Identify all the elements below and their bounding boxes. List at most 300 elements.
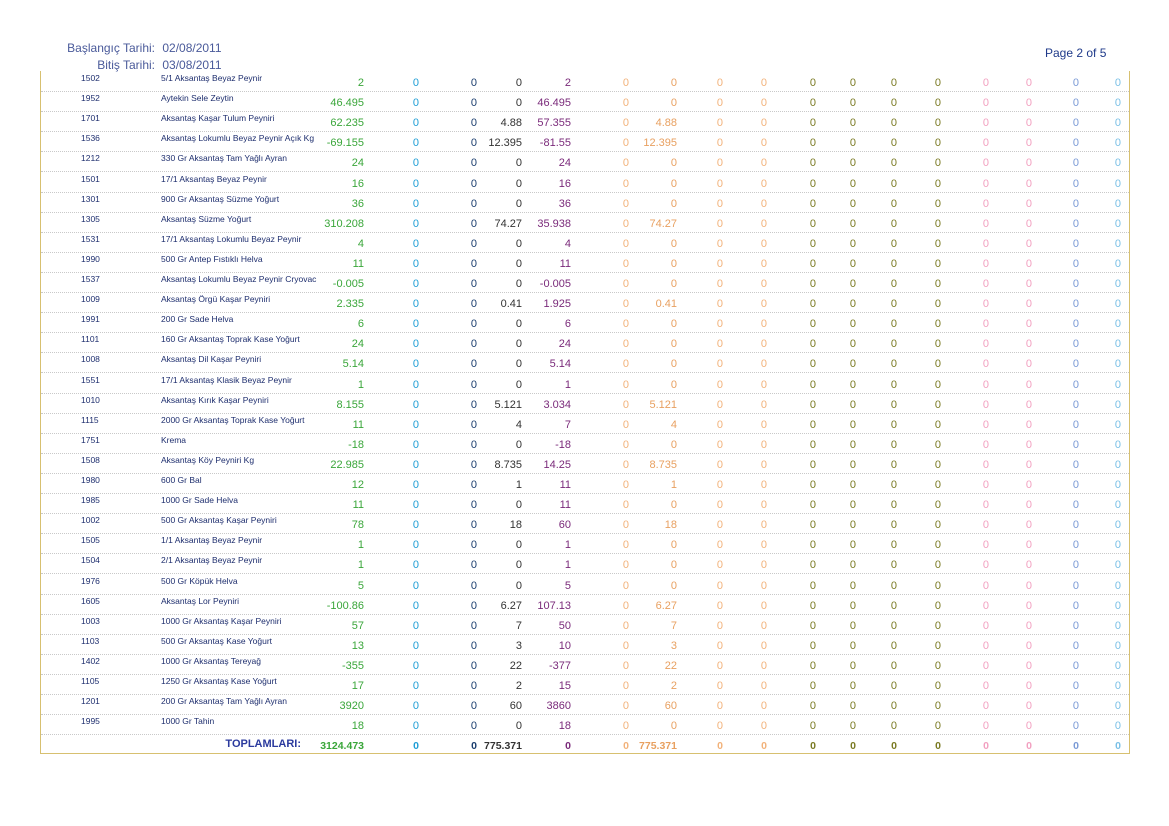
value-cell: 0	[670, 257, 677, 270]
value-cell: -0.005	[332, 278, 364, 290]
value-cell: 0	[470, 619, 477, 632]
value-cell: 2	[670, 680, 677, 692]
value-cell: 0	[982, 659, 989, 672]
product-code: 1115	[81, 414, 99, 425]
value-cell: 0	[716, 599, 723, 612]
value-cell: 0	[622, 398, 629, 411]
table-row	[41, 131, 1129, 152]
value-cell: 0	[890, 358, 897, 371]
value-cell: 0	[1072, 458, 1079, 471]
value-cell: 0	[1072, 378, 1079, 391]
product-code: 1305	[81, 213, 100, 224]
value-cell: 0	[412, 137, 419, 150]
value-cell: 0	[716, 77, 723, 89]
value-cell: 24	[351, 157, 364, 170]
value-cell: 11	[352, 257, 364, 270]
value-cell: 0	[982, 278, 989, 290]
product-code: 1201	[81, 696, 100, 707]
value-cell: 0	[849, 458, 856, 471]
value-cell: 0	[622, 157, 629, 170]
value-cell: 0	[890, 479, 897, 491]
table-row	[41, 553, 1129, 574]
product-code: 1751	[81, 434, 100, 445]
value-cell: 0	[809, 599, 816, 612]
value-cell: 0	[1114, 479, 1121, 491]
value-cell: 0	[849, 659, 856, 672]
value-cell: 0	[716, 338, 723, 351]
value-cell: 0	[670, 338, 677, 351]
value-cell: 0	[1072, 157, 1079, 170]
product-name: Aksantaş Dil Kaşar Peyniri	[161, 354, 262, 365]
value-cell: 0	[716, 579, 723, 592]
value-cell: 0	[470, 298, 477, 311]
value-cell: 0	[809, 659, 816, 672]
product-code: 1101	[81, 334, 100, 345]
value-cell: 3860	[546, 700, 571, 713]
table-row	[41, 332, 1129, 353]
value-cell: 0	[1114, 438, 1121, 451]
value-cell: 0	[622, 217, 629, 230]
value-cell: 0	[412, 217, 419, 230]
value-cell: 0	[515, 257, 522, 270]
product-name: 1250 Gr Aksantaş Kase Yoğurt	[161, 676, 277, 686]
value-cell: 0	[622, 700, 629, 713]
value-cell: 0	[890, 157, 897, 170]
value-cell: 0	[809, 278, 816, 290]
product-name: 1000 Gr Tahin	[161, 716, 215, 727]
value-cell: 0	[1025, 217, 1032, 230]
table-row	[41, 714, 1129, 735]
value-cell: 0	[1072, 137, 1079, 150]
value-cell: 74.27	[494, 217, 522, 230]
end-date-label: Bitiş Tarihi:	[97, 58, 155, 72]
value-cell: 0	[890, 177, 897, 190]
value-cell: 0	[982, 338, 989, 351]
value-cell: 0	[470, 659, 477, 672]
value-cell: 0	[760, 237, 767, 250]
value-cell: 5.14	[342, 358, 364, 371]
value-cell: 0	[760, 579, 767, 592]
value-cell: 0	[849, 619, 856, 632]
total-value-cell: 0	[623, 740, 629, 753]
table-row	[41, 433, 1129, 454]
value-cell: 0	[760, 700, 767, 713]
value-cell: 0	[1025, 680, 1032, 692]
value-cell: 0	[412, 680, 419, 692]
value-cell: 0	[470, 358, 477, 371]
value-cell: 0	[1114, 378, 1121, 391]
value-cell: 0	[760, 479, 767, 491]
value-cell: 0	[1072, 298, 1079, 311]
value-cell: 0	[1114, 177, 1121, 190]
value-cell: 0	[809, 539, 816, 552]
value-cell: 0	[622, 619, 629, 632]
value-cell: 0	[890, 720, 897, 733]
value-cell: 0	[412, 700, 419, 713]
value-cell: 0	[1114, 278, 1121, 290]
value-cell: 0	[1072, 700, 1079, 713]
value-cell: 0	[934, 137, 941, 150]
value-cell: 0	[849, 579, 856, 592]
value-cell: 0	[934, 619, 941, 632]
value-cell: 0	[470, 519, 477, 532]
value-cell: 0	[1072, 237, 1079, 250]
table-row	[41, 393, 1129, 414]
table-row	[41, 614, 1129, 635]
value-cell: 0	[670, 157, 677, 170]
value-cell: 0	[470, 318, 477, 331]
product-name: Krema	[161, 434, 187, 445]
value-cell: 16	[351, 177, 364, 190]
value-cell: 0.41	[655, 298, 677, 311]
value-cell: 0	[934, 519, 941, 532]
value-cell: 0	[760, 680, 767, 692]
value-cell: 0	[809, 318, 816, 331]
value-cell: 6.27	[500, 599, 522, 612]
value-cell: 11	[559, 257, 571, 270]
value-cell: 0	[412, 97, 419, 110]
value-cell: 0	[470, 278, 477, 290]
value-cell: 0	[982, 680, 989, 692]
value-cell: 0	[1072, 117, 1079, 130]
value-cell: 8.735	[649, 458, 677, 471]
value-cell: 24	[351, 338, 364, 351]
value-cell: 0	[890, 639, 897, 652]
value-cell: 0	[890, 599, 897, 612]
value-cell: 0	[470, 458, 477, 471]
product-name: 500 Gr Antep Fıstıklı Helva	[161, 253, 263, 264]
value-cell: 0	[1025, 539, 1032, 552]
table-row	[41, 292, 1129, 313]
value-cell: 0	[1114, 599, 1121, 612]
product-name: 600 Gr Bal	[161, 475, 202, 485]
value-cell: 0	[982, 700, 989, 713]
value-cell: 0	[515, 338, 522, 351]
value-cell: 12	[351, 479, 364, 491]
value-cell: 0	[1114, 559, 1121, 572]
value-cell: 0	[890, 237, 897, 250]
value-cell: 0	[849, 117, 856, 130]
value-cell: 0	[760, 499, 767, 512]
value-cell: 0	[716, 177, 723, 190]
value-cell: 0	[849, 157, 856, 170]
value-cell: 0	[622, 338, 629, 351]
table-row	[41, 373, 1129, 394]
value-cell: 0	[716, 137, 723, 150]
value-cell: 17	[351, 680, 364, 692]
product-code: 1995	[81, 716, 100, 727]
value-cell: 0	[412, 720, 419, 733]
value-cell: 18	[664, 519, 677, 532]
value-cell: 107.13	[537, 599, 571, 612]
value-cell: 0	[1072, 639, 1079, 652]
value-cell: 0	[412, 378, 419, 391]
value-cell: 0	[849, 257, 856, 270]
product-name: 1000 Gr Aksantaş Tereyağ	[161, 655, 262, 666]
value-cell: 0	[934, 358, 941, 371]
product-code: 1502	[81, 73, 100, 83]
value-cell: 0	[622, 298, 629, 311]
value-cell: 0	[515, 77, 522, 89]
value-cell: 0	[1114, 77, 1121, 89]
value-cell: 0	[470, 479, 477, 491]
value-cell: 0	[1114, 298, 1121, 311]
value-cell: 0	[809, 97, 816, 110]
value-cell: 0	[1072, 559, 1079, 572]
value-cell: 46.495	[330, 97, 364, 110]
value-cell: 0	[849, 599, 856, 612]
value-cell: 0	[515, 237, 522, 250]
value-cell: 0	[982, 579, 989, 592]
value-cell: -69.155	[326, 137, 364, 150]
value-cell: 0	[934, 438, 941, 451]
value-cell: 0	[412, 438, 419, 451]
table-row	[41, 212, 1129, 233]
value-cell: 0	[982, 197, 989, 210]
product-name: 1000 Gr Aksantaş Kaşar Peyniri	[161, 615, 282, 626]
table-row	[41, 694, 1129, 715]
value-cell: 0	[470, 197, 477, 210]
value-cell: 0	[670, 77, 677, 89]
value-cell: 0	[849, 639, 856, 652]
end-date-line	[40, 58, 222, 72]
value-cell: 0	[809, 237, 816, 250]
value-cell: 60	[509, 700, 522, 713]
value-cell: 0	[890, 499, 897, 512]
value-cell: 0	[412, 519, 419, 532]
table-row	[41, 654, 1129, 675]
value-cell: 0	[1072, 217, 1079, 230]
value-cell: 0	[470, 217, 477, 230]
value-cell: 57.355	[537, 117, 571, 130]
product-code: 1212	[81, 153, 100, 164]
value-cell: 0	[982, 720, 989, 733]
value-cell: 0	[716, 499, 723, 512]
product-code: 1501	[81, 173, 100, 184]
table-row	[41, 533, 1129, 554]
value-cell: 0	[760, 398, 767, 411]
value-cell: 0	[1072, 97, 1079, 110]
value-cell: 0	[934, 157, 941, 170]
value-cell: 8.155	[336, 398, 364, 411]
value-cell: 0	[1072, 539, 1079, 552]
value-cell: 0	[515, 177, 522, 190]
value-cell: 0	[470, 237, 477, 250]
value-cell: 0	[470, 177, 477, 190]
value-cell: 0	[515, 579, 522, 592]
value-cell: 0	[934, 257, 941, 270]
value-cell: 0	[412, 599, 419, 612]
value-cell: 0	[1025, 318, 1032, 331]
value-cell: 0	[515, 499, 522, 512]
value-cell: 0	[1072, 278, 1079, 290]
value-cell: 0	[515, 438, 522, 451]
value-cell: 0	[982, 398, 989, 411]
value-cell: 12.395	[488, 137, 522, 150]
value-cell: 0	[670, 237, 677, 250]
value-cell: 0	[1114, 519, 1121, 532]
value-cell: 0	[412, 237, 419, 250]
value-cell: 0	[622, 499, 629, 512]
value-cell: 22	[509, 659, 522, 672]
value-cell: 0	[809, 619, 816, 632]
value-cell: 0	[470, 599, 477, 612]
value-cell: 0	[809, 639, 816, 652]
value-cell: 0	[515, 197, 522, 210]
table-row	[41, 91, 1129, 112]
value-cell: 0	[1072, 599, 1079, 612]
value-cell: 0	[622, 539, 629, 552]
value-cell: 0	[890, 338, 897, 351]
value-cell: 0	[809, 398, 816, 411]
value-cell: 0	[849, 438, 856, 451]
value-cell: 0	[809, 559, 816, 572]
table-row	[41, 312, 1129, 333]
value-cell: 0	[470, 418, 477, 431]
value-cell: 0	[470, 438, 477, 451]
value-cell: 0	[849, 539, 856, 552]
value-cell: 0	[1025, 579, 1032, 592]
value-cell: 0	[1025, 438, 1032, 451]
value-cell: 3920	[339, 700, 364, 713]
value-cell: 11	[352, 418, 364, 431]
value-cell: 0	[622, 599, 629, 612]
value-cell: 0	[716, 257, 723, 270]
value-cell: 0	[890, 117, 897, 130]
value-cell: 0	[622, 378, 629, 391]
value-cell: 0	[622, 418, 629, 431]
product-code: 1976	[81, 575, 100, 586]
value-cell: 0	[622, 77, 629, 89]
product-code: 1009	[81, 294, 100, 305]
value-cell: 4	[564, 237, 571, 250]
value-cell: 0	[849, 338, 856, 351]
product-code: 1536	[81, 133, 100, 144]
totals-label: TOPLAMLARI:	[225, 738, 301, 751]
value-cell: 0	[716, 358, 723, 371]
value-cell: 0	[1072, 499, 1079, 512]
value-cell: 0	[982, 157, 989, 170]
value-cell: 1	[564, 559, 571, 572]
value-cell: 16	[558, 177, 571, 190]
value-cell: 0	[890, 700, 897, 713]
value-cell: 0	[849, 378, 856, 391]
value-cell: 0	[982, 97, 989, 110]
value-cell: 0	[1025, 298, 1032, 311]
value-cell: 0	[1072, 479, 1079, 491]
value-cell: 0	[760, 298, 767, 311]
value-cell: 0	[849, 398, 856, 411]
product-code: 1605	[81, 595, 100, 606]
value-cell: 0	[809, 680, 816, 692]
value-cell: 0	[890, 378, 897, 391]
value-cell: 0	[1114, 157, 1121, 170]
value-cell: 0	[670, 177, 677, 190]
value-cell: 0	[982, 217, 989, 230]
value-cell: 0	[1072, 77, 1079, 89]
value-cell: 6	[564, 318, 571, 331]
value-cell: 0	[622, 519, 629, 532]
value-cell: 0	[760, 278, 767, 290]
value-cell: -18	[348, 438, 364, 451]
value-cell: 0	[849, 177, 856, 190]
value-cell: 0	[1114, 418, 1121, 431]
value-cell: 0	[1025, 418, 1032, 431]
table-row	[41, 111, 1129, 132]
value-cell: 1	[357, 539, 364, 552]
total-value-cell: 775.371	[484, 740, 522, 753]
value-cell: 0	[934, 639, 941, 652]
value-cell: 0	[934, 720, 941, 733]
value-cell: 0	[1025, 619, 1032, 632]
value-cell: 0	[622, 479, 629, 491]
table-row	[41, 574, 1129, 595]
value-cell: 0	[1072, 358, 1079, 371]
value-cell: 0	[934, 197, 941, 210]
value-cell: 0	[470, 77, 477, 89]
value-cell: 0	[890, 197, 897, 210]
value-cell: 0	[934, 77, 941, 89]
value-cell: 4	[357, 237, 364, 250]
value-cell: 0	[470, 639, 477, 652]
value-cell: 0	[849, 318, 856, 331]
value-cell: 0	[515, 157, 522, 170]
value-cell: 46.495	[537, 97, 571, 110]
value-cell: 12.395	[643, 137, 677, 150]
table-row	[41, 674, 1129, 695]
value-cell: 0	[760, 117, 767, 130]
value-cell: 11	[352, 499, 364, 512]
value-cell: 0	[849, 559, 856, 572]
value-cell: 0	[716, 659, 723, 672]
product-name: Aksantaş Köy Peyniri Kg	[161, 454, 255, 465]
value-cell: 0	[1114, 659, 1121, 672]
value-cell: 0	[1025, 519, 1032, 532]
value-cell: 0	[515, 97, 522, 110]
value-cell: 0	[934, 579, 941, 592]
value-cell: 0	[1025, 720, 1032, 733]
table-row	[41, 413, 1129, 434]
value-cell: 0	[716, 418, 723, 431]
value-cell: 0	[849, 237, 856, 250]
value-cell: 4.88	[500, 117, 522, 130]
value-cell: 0	[1072, 418, 1079, 431]
value-cell: 0	[809, 217, 816, 230]
value-cell: 0	[412, 539, 419, 552]
value-cell: 0	[1025, 77, 1032, 89]
value-cell: 1	[564, 539, 571, 552]
value-cell: 18	[509, 519, 522, 532]
value-cell: 0	[809, 418, 816, 431]
value-cell: 4	[670, 418, 677, 431]
value-cell: 0	[670, 438, 677, 451]
value-cell: 0	[809, 117, 816, 130]
value-cell: 0	[760, 77, 767, 89]
product-name: 2000 Gr Aksantaş Toprak Kase Yoğurt	[161, 414, 305, 425]
value-cell: 0	[622, 237, 629, 250]
value-cell: 0	[622, 579, 629, 592]
value-cell: 0	[470, 559, 477, 572]
value-cell: 10	[558, 639, 571, 652]
value-cell: 0	[622, 358, 629, 371]
value-cell: 0	[622, 278, 629, 290]
value-cell: 0	[890, 519, 897, 532]
value-cell: 0	[716, 197, 723, 210]
value-cell: 0	[890, 137, 897, 150]
value-cell: 24	[558, 157, 571, 170]
total-value-cell: 0	[935, 740, 941, 753]
value-cell: 0	[934, 499, 941, 512]
